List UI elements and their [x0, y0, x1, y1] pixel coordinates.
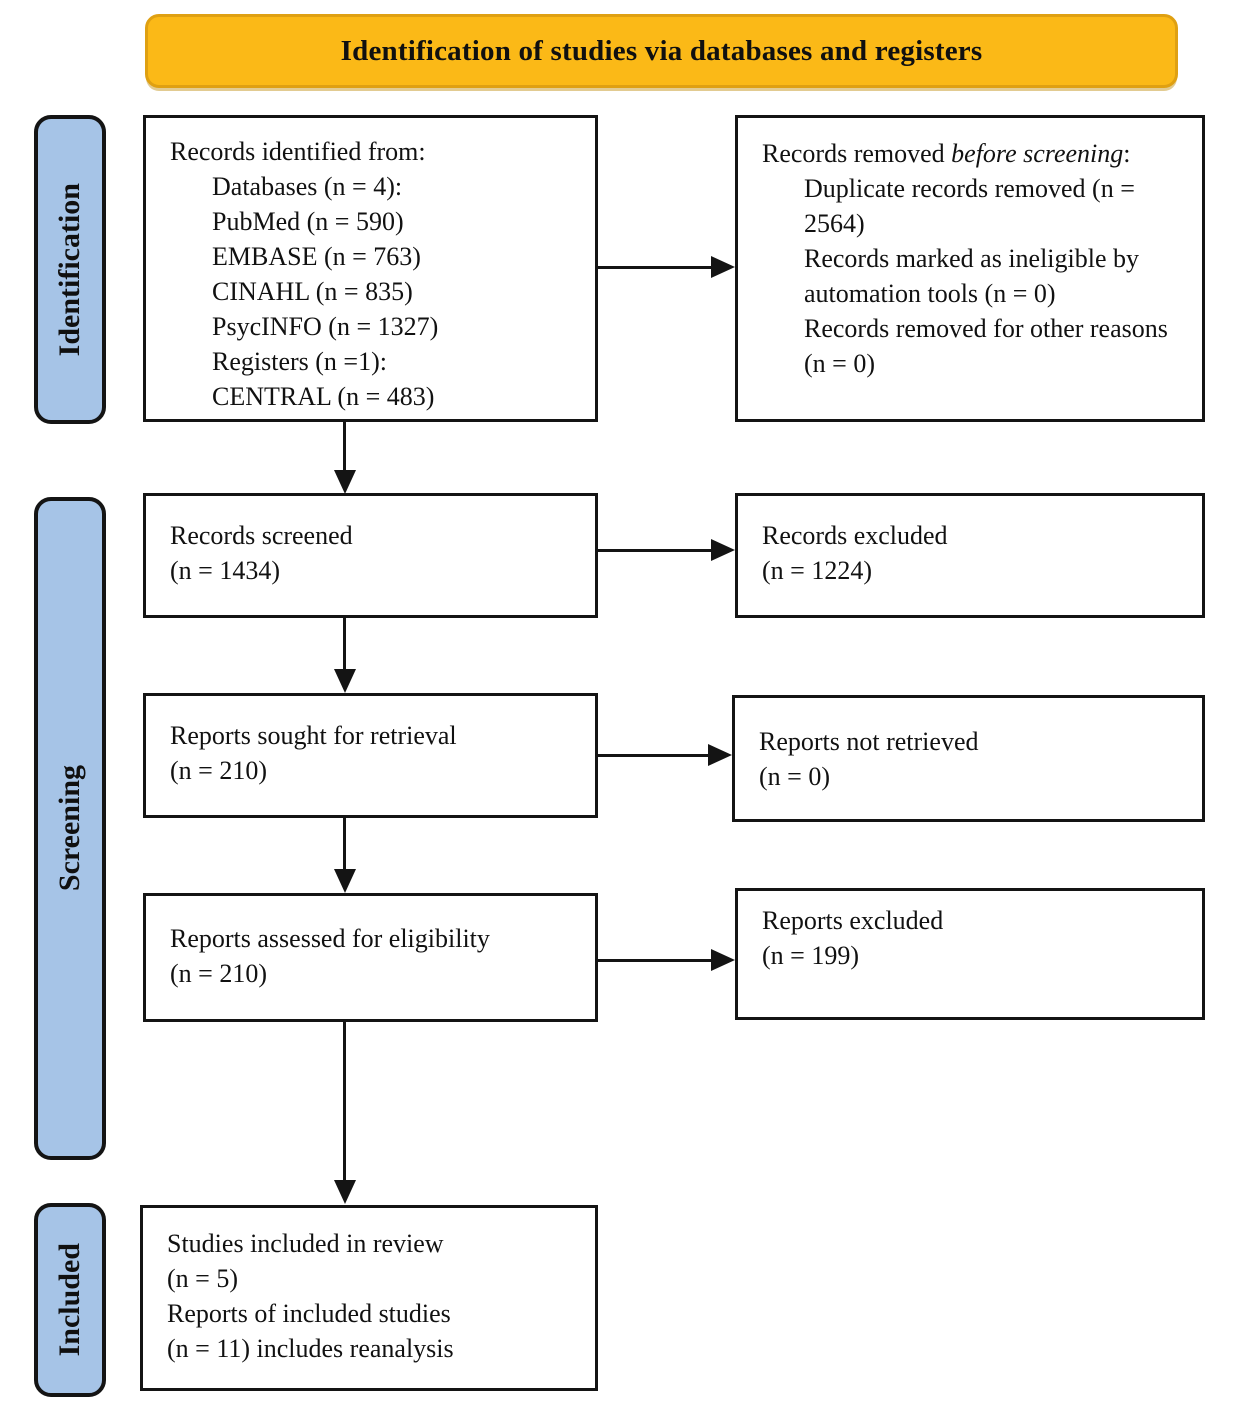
identified-item-central: CENTRAL (n = 483)	[212, 382, 435, 411]
studies-included-line4: (n = 11) includes reanalysis	[167, 1334, 454, 1363]
arrowhead-identified-to-screened	[334, 470, 356, 494]
records-excluded-count: (n = 1224)	[762, 556, 872, 585]
identified-item-registers: Registers (n =1):	[212, 347, 387, 376]
arrowhead-sought-to-not-retrieved	[708, 744, 732, 766]
box-records-screened	[143, 493, 598, 618]
records-excluded-label: Records excluded	[762, 521, 948, 550]
removed-title-pre: Records removed	[762, 139, 952, 168]
arrow-line-assessed-to-included	[343, 1022, 346, 1182]
arrow-line-sought-to-assessed	[343, 818, 346, 871]
box-records-identified	[143, 115, 598, 422]
arrow-line-assessed-to-excluded	[598, 959, 711, 962]
stage-label-identification: Identification	[53, 182, 86, 357]
arrowhead-assessed-to-excluded	[711, 949, 735, 971]
studies-included-line1: Studies included in review	[167, 1229, 444, 1258]
arrowhead-sought-to-assessed	[334, 869, 356, 893]
reports-assessed-label: Reports assessed for eligibility	[170, 924, 490, 953]
reports-excluded-count: (n = 199)	[762, 941, 859, 970]
studies-included-line3: Reports of included studies	[167, 1299, 451, 1328]
stage-tab-screening	[34, 497, 106, 1160]
removed-item-other-reasons: Records removed for other reasons (n = 0)	[804, 314, 1168, 378]
stage-tab-identification	[34, 115, 106, 424]
reports-not-retrieved-label: Reports not retrieved	[759, 727, 979, 756]
banner-title: Identification of studies via databases and registers	[340, 34, 983, 67]
box-records-removed-before-screening	[735, 115, 1205, 422]
box-reports-sought	[143, 693, 598, 818]
removed-title-italic: before screening	[951, 139, 1124, 168]
arrowhead-identified-to-removed	[711, 256, 735, 278]
arrowhead-assessed-to-included	[334, 1180, 356, 1204]
reports-not-retrieved-count: (n = 0)	[759, 762, 830, 791]
records-screened-count: (n = 1434)	[170, 556, 280, 585]
identified-item-cinahl: CINAHL (n = 835)	[212, 277, 413, 306]
stage-tab-included	[34, 1203, 106, 1397]
stage-label-screening: Screening	[53, 765, 86, 892]
identified-item-databases: Databases (n = 4):	[212, 172, 403, 201]
banner-identification-via-databases	[145, 14, 1178, 88]
studies-included-line2: (n = 5)	[167, 1264, 238, 1293]
reports-sought-label: Reports sought for retrieval	[170, 721, 457, 750]
removed-title-post: :	[1123, 139, 1131, 168]
identified-item-psycinfo: PsycINFO (n = 1327)	[212, 312, 439, 341]
box-reports-excluded	[735, 888, 1205, 1020]
arrow-line-sought-to-not-retrieved	[598, 754, 709, 757]
records-screened-label: Records screened	[170, 521, 353, 550]
arrowhead-screened-to-sought	[334, 669, 356, 693]
arrow-line-identified-to-removed	[598, 266, 711, 269]
arrow-line-screened-to-excluded	[598, 549, 711, 552]
reports-assessed-count: (n = 210)	[170, 959, 267, 988]
identified-item-embase: EMBASE (n = 763)	[212, 242, 421, 271]
box-studies-included	[140, 1205, 598, 1391]
box-reports-not-retrieved	[732, 695, 1205, 822]
box-reports-assessed	[143, 893, 598, 1022]
records-identified-title: Records identified from:	[170, 137, 426, 166]
identified-item-pubmed: PubMed (n = 590)	[212, 207, 404, 236]
arrowhead-screened-to-excluded	[711, 539, 735, 561]
reports-excluded-label: Reports excluded	[762, 906, 944, 935]
arrow-line-identified-to-screened	[343, 422, 346, 472]
records-removed-title	[762, 136, 1186, 171]
removed-item-automation: Records marked as ineligible by automation tools (n = 0)	[804, 244, 1140, 308]
arrow-line-screened-to-sought	[343, 618, 346, 671]
reports-sought-count: (n = 210)	[170, 756, 267, 785]
box-records-excluded	[735, 493, 1205, 618]
removed-item-duplicates: Duplicate records removed (n = 2564)	[804, 174, 1135, 238]
stage-label-included: Included	[53, 1243, 86, 1357]
